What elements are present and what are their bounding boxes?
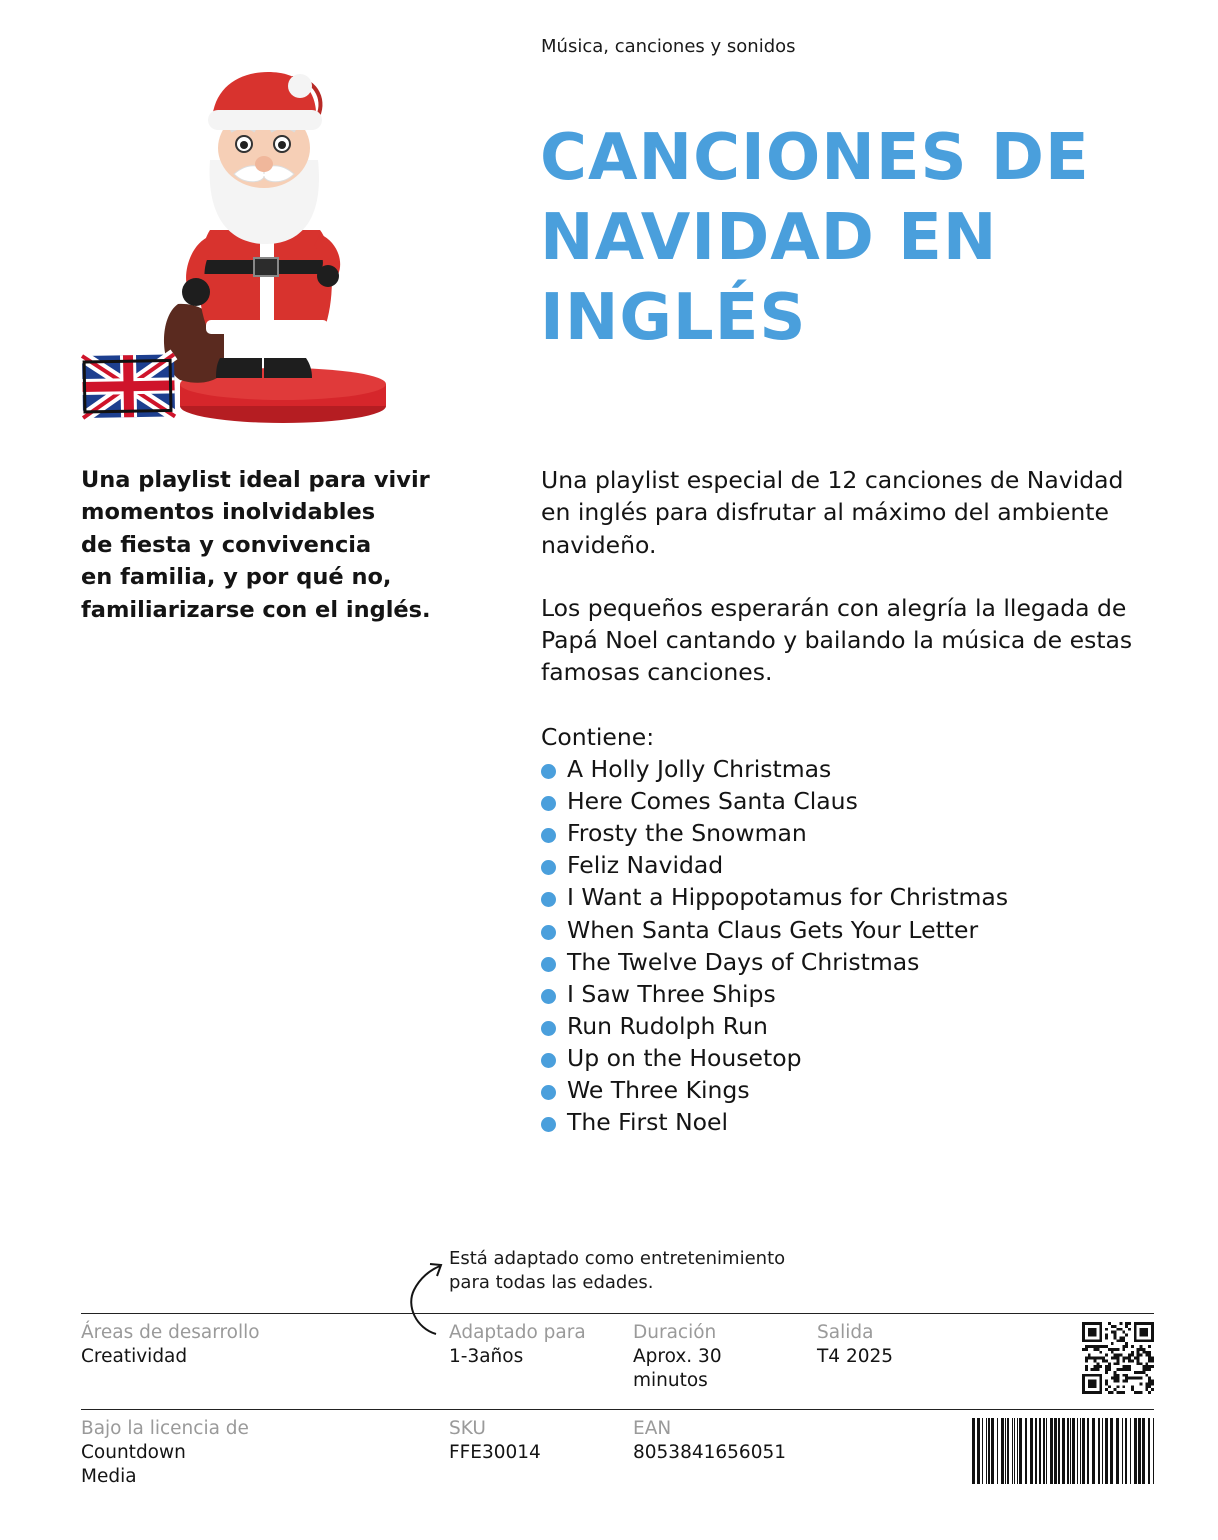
bullet-dot-icon xyxy=(541,925,556,940)
tagline-line: familiarizarse con el inglés. xyxy=(81,596,431,623)
uk-flag-icon xyxy=(82,354,175,418)
song-title: Run Rudolph Run xyxy=(567,1011,768,1040)
title-line-1: CANCIONES DE xyxy=(540,121,1090,195)
song-title: We Three Kings xyxy=(567,1076,750,1105)
contents-section xyxy=(541,721,1008,1138)
title-line-3: INGLÉS xyxy=(540,281,807,355)
description-line: navideño. xyxy=(541,530,657,559)
bullet-dot-icon xyxy=(541,1085,556,1100)
song-item xyxy=(541,1074,1008,1106)
bullet-dot-icon xyxy=(541,1117,556,1132)
song-item xyxy=(541,946,1008,978)
song-item xyxy=(541,1010,1008,1042)
meta-label: Áreas de desarrollo xyxy=(81,1322,260,1343)
song-title: Feliz Navidad xyxy=(567,851,724,880)
description-line: en inglés para disfrutar al máximo del ambiente xyxy=(541,498,1109,527)
meta-sku xyxy=(449,1417,541,1465)
song-list xyxy=(541,753,1008,1138)
contents-label: Contiene: xyxy=(541,723,655,751)
description-line: Los pequeños esperarán con alegría la llegada de xyxy=(541,593,1127,622)
bullet-dot-icon xyxy=(541,957,556,972)
age-note xyxy=(449,1247,785,1295)
description-line: famosas canciones. xyxy=(541,658,773,687)
tagline-line: de fiesta y convivencia xyxy=(81,531,372,558)
song-title: A Holly Jolly Christmas xyxy=(567,755,832,784)
meta-value: 8053841656051 xyxy=(633,1442,787,1463)
qr-code-icon xyxy=(1082,1322,1154,1394)
bullet-dot-icon xyxy=(541,892,556,907)
song-item xyxy=(541,817,1008,849)
bullet-dot-icon xyxy=(541,1053,556,1068)
meta-value: minutos xyxy=(633,1370,708,1391)
category-label: Música, canciones y sonidos xyxy=(541,36,796,57)
song-title: I Saw Three Ships xyxy=(567,979,776,1008)
bullet-dot-icon xyxy=(541,1021,556,1036)
title-line-2: NAVIDAD EN xyxy=(540,201,998,275)
song-title: The Twelve Days of Christmas xyxy=(567,947,920,976)
meta-value: T4 2025 xyxy=(817,1346,894,1367)
song-title: Up on the Housetop xyxy=(567,1043,802,1072)
description xyxy=(541,464,1161,720)
page-title xyxy=(540,118,1180,358)
note-line: Está adaptado como entretenimiento xyxy=(449,1248,786,1269)
song-title: The First Noel xyxy=(567,1108,729,1137)
tagline-line: en familia, y por qué no, xyxy=(81,564,392,591)
meta-age xyxy=(449,1321,586,1369)
song-title: Here Comes Santa Claus xyxy=(567,787,858,816)
bullet-dot-icon xyxy=(541,828,556,843)
meta-label: EAN xyxy=(633,1418,672,1439)
meta-label: Adaptado para xyxy=(449,1322,586,1343)
meta-value: Aprox. 30 xyxy=(633,1346,722,1367)
tagline-line: momentos inolvidables xyxy=(81,499,376,526)
meta-ean xyxy=(633,1417,786,1465)
description-paragraph-2 xyxy=(541,592,1161,689)
description-paragraph-1 xyxy=(541,464,1161,561)
bullet-dot-icon xyxy=(541,764,556,779)
meta-value: FFE30014 xyxy=(449,1442,541,1463)
song-item xyxy=(541,785,1008,817)
meta-value: Countdown xyxy=(81,1442,186,1463)
meta-label: Salida xyxy=(817,1322,874,1343)
meta-label: Duración xyxy=(633,1322,717,1343)
divider-top xyxy=(81,1313,1154,1314)
song-item xyxy=(541,753,1008,785)
song-item xyxy=(541,1106,1008,1138)
song-title: I Want a Hippopotamus for Christmas xyxy=(567,883,1009,912)
barcode-icon xyxy=(972,1418,1154,1484)
tagline-line: Una playlist ideal para vivir xyxy=(81,467,430,493)
meta-label: Bajo la licencia de xyxy=(81,1418,249,1439)
song-item xyxy=(541,914,1008,946)
meta-license xyxy=(81,1417,249,1489)
song-item xyxy=(541,849,1008,881)
santa-figurine-image xyxy=(78,68,398,428)
meta-areas xyxy=(81,1321,260,1369)
song-title: Frosty the Snowman xyxy=(567,819,807,848)
description-line: Una playlist especial de 12 canciones de Navidad xyxy=(541,466,1124,494)
bullet-dot-icon xyxy=(541,860,556,875)
meta-release xyxy=(817,1321,893,1369)
bullet-dot-icon xyxy=(541,989,556,1004)
meta-value: Media xyxy=(81,1466,137,1487)
divider-bottom xyxy=(81,1409,1154,1410)
tagline xyxy=(81,464,441,626)
meta-value: 1-3años xyxy=(449,1346,524,1367)
song-item xyxy=(541,1042,1008,1074)
meta-label: SKU xyxy=(449,1418,486,1439)
description-line: Papá Noel cantando y bailando la música de estas xyxy=(541,626,1133,655)
song-title: When Santa Claus Gets Your Letter xyxy=(567,915,979,944)
song-item xyxy=(541,881,1008,913)
meta-value: Creatividad xyxy=(81,1346,188,1367)
note-line: para todas las edades. xyxy=(449,1272,654,1293)
song-item xyxy=(541,978,1008,1010)
bullet-dot-icon xyxy=(541,796,556,811)
meta-duration xyxy=(633,1321,722,1393)
